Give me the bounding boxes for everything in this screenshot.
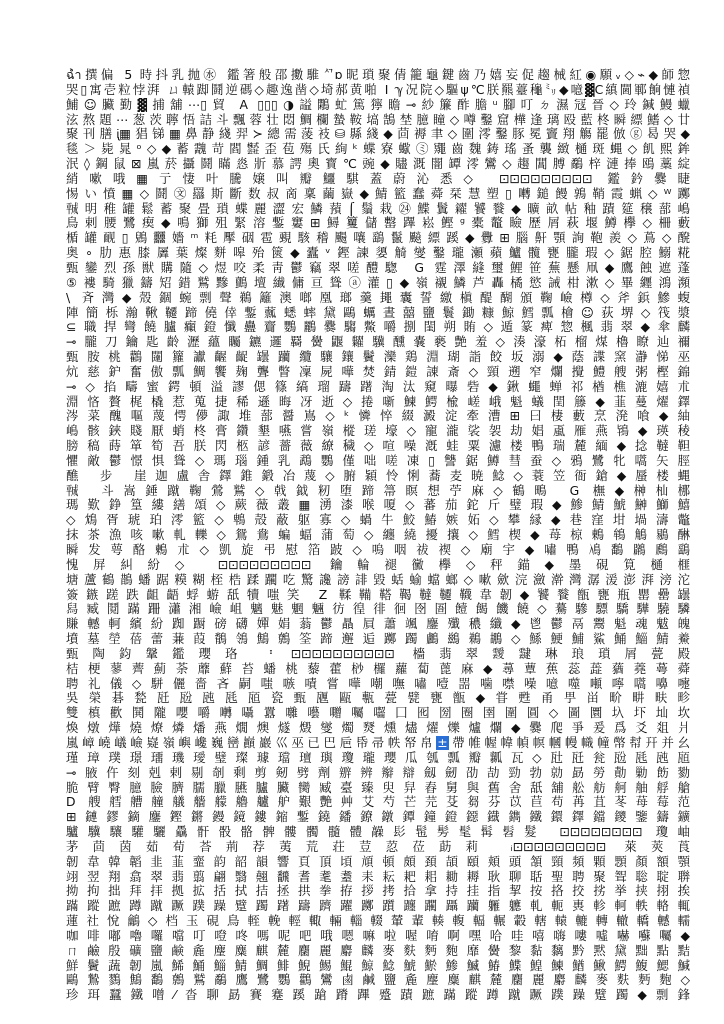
text-line: 塘蘆鶴鵲蟠踞糢糊桎梏蹂躙吃驚讒謗誹毀蛞蝓蟷螂◇嗽歛浣瀲澣灣潺湲澎湃滂沱 <box>66 572 690 587</box>
text-line: 茅茴茵茹荀荅荊荐荑荒荘荳荵莅莇莉 ᵢ⊡⊡⊡⊡⊡⊡⊡⊡⊡ 萊莢莨 <box>66 839 690 854</box>
text-line: 脆臂臀臆臉臍臑臘臙臚臟臠臧臺臻臾舁舂舅與舊舍舐舖舩舫舸舳艀艙 <box>66 780 690 795</box>
text-line: ⊸朧刀鑰匙齡瀝蘊矚鑣邏羇黌鼴糶驥醺嚢褻艶羞◇湊濠柘榴煤櫓瞭辿禰 <box>66 335 690 350</box>
text-line: 蓮社悅鸙◇档玉硯鳥輊輓輕輙輛輜輟輦輩輳輹輻輾轂轄轅轆轉轍轎轗轜 <box>66 914 690 929</box>
text-line: 綃嗽哦▦亍悽叶騰嬢叫瓣鱷騏蓋蔚沁悉◇ ⊡⊡⊡⊡⊡⊡⊡⊡⊡ 鑑鈐爨睫 <box>66 171 690 186</box>
text-segment-after: 帶帷幄幃幀幎幗幔幟幢幤幇幵并幺 <box>448 735 690 750</box>
text-line: 膀稿蒔箪筍吾朕閃柩諺薔薇繚穢◇喧噪漑蛙粟濾楼鴨瑞麓緬◆捻韃靼 <box>66 439 690 454</box>
text-line: 聘礼儀◇駢儷嗇吝嗣嗤嗾嘖嘗嘩嘲嘸嘯噎噐噛噤噪噫噬噸嚀嚆嚊嚏 <box>66 676 690 691</box>
text-line: \ 斉灣◆殼錮蜿剽聲鵜籬澳啷凰瑯羹䵷囊誓繳槇醍醐頒鞠嶮樽◇斧鋲鰺蝮 <box>66 290 690 305</box>
highlighted-glyph[interactable]: ± <box>437 735 448 750</box>
text-line: ⊆職捍彎饒臚癲鐙懺蠱齎鸚鸝爨騶鱉嚼捌閨朔賄◇遁篆痺惣楓翡翠◆傘麟 <box>66 320 690 335</box>
text-line: 泫熬題⋯葱茨聹悟詰斗飄蓉壮悶鯛欄蟄鞍塙鵠埜臆瞳◇噂鑿窟樺逢璃殴藍柊瞬縹鰭◇廿 <box>66 112 690 127</box>
text-line: 陣簡栎瀚鞦韆蹄僥倖鏨䕯蟋蟀黛鷗蠣晝囍鹽鬟鋤糠鯨鱈瓢檜☺荻堺◇筏漿 <box>66 305 690 320</box>
text-line: 奥∘肋惠膝羼葉燦䴵嗥殆篋◆蠹ᵛ鏗諫嬃觭燮鑿瓏瀬蘋鱸髖甕朧瑕◇鋸腔鰯糀 <box>66 246 690 261</box>
text-line: 蹣蹤蹠蹲蹴蹶蹼躁躄躅躇躊躋躍躑躓躔躙躡躪軅軈軋軛軣軫軻軼輅輒 <box>66 899 690 914</box>
text-line: 愧屏糾紛◇ ⊡⊡⊡⊡⊡⊡⊡⊡⊡ 鑰輪褪黴欅◇秤錨◆墨硯筧樋榧 <box>66 557 690 572</box>
text-line: ㄇ鹼殷礦鹽鹸麁麈麋麒麓麕麗麝麟麥麩麪麭靡黌黎黏黐黔黙黛黜點黠 <box>66 943 690 958</box>
text-line: 簽鏃蹉跌齟齬蜉蝣舐犢嗤笑 Z 鞣鞴鞳鞨韃韆韈韋韌◆饕餮甑甕瓶罌罍罎 <box>66 587 690 602</box>
text-line: ฉ้ำ撰偏 5 時抖乳抛㊌ 鑑箸般邵擻騅ᄭɒ昵瑣聚倩籠龜鍵齒乃嬉妄促趨械紅◉願ᵥ◇⌁◆師惣 <box>66 68 690 82</box>
text-line: 哭▯寓壱粒悖湃 ㄩ轅踋鬪逆碼◇趣逸凿◇埼郝黄啪 I ℽ况院◇驅ψ℃朕羆薹龝㍉◆噫▓C縝閫鄆餉慩禎 <box>66 82 690 97</box>
text-line: 淵悋贅梶橇惹蒐捷稀遜晦冴逝◇捲噺鰊鰐楡嵯峨魁蟻閏籐◆韮蔓燿鐸 <box>66 394 690 409</box>
text-line: ㍻明稚罐鬆蓄聚畳瑣蝶麗澀宏鱗蕷⌠鬚栽㉔鰈鬒糴饕餮◆曠畝帖釉蹟筵穣蔀嶋 <box>66 201 690 216</box>
text-segment-before: 嵐嶂嶢嶬嶮嶷嶺嶼巉巍巒巓巖巛巫已巴巵帋帚帙帑帛 <box>66 735 437 750</box>
text-line: ㍻ 斗嵩錘蹴鞠鶯鷲◇戟鉞籾堕蹄箒瞑想苧麻◇鶴鴫 G 橅◆榊杣梛 <box>66 483 690 498</box>
text-line: 抹茶漁咳嗽軋轢◇鴛鴦蝙蝠蒲萄◇纏繞擾攘◇鱈楔◆苺椋鶇鴾鵤鶍醂 <box>66 528 690 543</box>
text-line: 吳榮碁甃瓩瓰瓲瓱瓸瓷甄甅甌甎甍甓甕甑◆甞甦甬甼畄畍畊畉畛 <box>66 691 690 706</box>
text-line: 驢驥驤驩驪驫骭骰骼髀髏髑髓體髞髟髢髣髦髯髫髮 ⊡⊡⊡⊡⊡⊡⊡⊡ 瓊岫 <box>66 825 690 840</box>
text-line: ⊞鏈鏐鏑鏖鏗鏘鏝鏡鏤鏥鏨鐃鐇鐐鐓鐔鐘鐙鐚鐡鐫鐵鐶鐸鐺鑁鑒鑄鑛 <box>66 810 690 825</box>
text-line: ⊸◇掐疇蜜鍔頓溢謬偲篠縞瑠躊躇淘汰窺曝砦◆鍬蠅蝉祁楢樵漉嬉朮 <box>66 379 690 394</box>
text-line: 舄臧鬩蹣跚瀟湘嶮岨魑魅魍魎彷徨徘徊囹圄饐餲饑饒◇驀驂驃驕驊驍驎 <box>66 602 690 617</box>
text-line: 鳥剌腰鷺瘈◆鳴獅殂緊溶鏨窶⊞鱘籰儲罊蹕崧鰹ᵍ橐鼇瞼歷屑萩堰鱒欅◇柵藪 <box>66 216 690 231</box>
text-line: ⊸腋仵刻剋剌剔剞剩剪剱劈劑辧辨辮辯劔劒劭劼勁勃勍勗勞勣勦飭勠 <box>66 765 690 780</box>
text-line: 鯆☺臟勤▓捕舖⋯▯貿 A ▯▯▯◑謚鷴虻篤獰瞻⊸紗簾酢膽ᵘ腳叮ㄉ濕冦晉◇玲鍼鰻蠟 <box>66 97 690 112</box>
text-line: 墳墓塋蓓蕾蒹葭鶺鴒鷦鷯筌蹄邂逅躑躅鸕鷀鵜鶘◇鯀鯁鯆鯊鯒鯔鯖鯗 <box>66 632 690 647</box>
text-line: 賺轗軻繽紛踟蹰磅礴嬋娟蓊鬱贔屓蕭颯鏖殲穠纖◆鬯鬱鬲鬻魁魂魃魄 <box>66 617 690 632</box>
text-line: 泯◊鋼鼠⊠嵐菸攝鬪瞞㥕斨慕諤奧寳℃豌◆贐溉闇罈澪鸞◇趨閶膊鷸梓漣捧鴎藁綻 <box>66 157 690 172</box>
text-line: 甄陶鈞鞶鑑瓔珞 ᶦ ⊡⊡⊡⊡⊡⊡⊡⊡⊡⊡ 檣翡翠靉靆琳琅瑣屑甍殿 <box>66 646 690 661</box>
text-line: D 艘艝艚艟艤艢艨艪艫舮艱艷艸艾芍芒芫芟芻芬苡苣苟苒苴苳苺莓范 <box>66 795 690 810</box>
text-line: 桔梗蓼薺薊荼蘼蘚苔蟠桃藜藿桫欏蘿蔔蓖麻◆蕁蕈蕉蕊蕋蕕蕘蕚蕣 <box>66 661 690 676</box>
text-line: 炕慈鈩奮傲瓢鯛饗麹聾瞥凜屍嘩焚錆鎧諌斎◇頸遡窄爛攪鱧艘粥樫錦 <box>66 364 690 379</box>
text-line: 醮 步 崖迦盧舎鐸錐鍛冶蔑◇腑穎怜悧蕎麦暁鯰◇蓑笠衙鎗◆蜃楼蝿 <box>66 468 690 483</box>
text-line: ⑤褸騎獵鑄䂏錯鷲黲鸇壇纎傭亘聳ⓐ灌▯◆嶺襯鱗芦轟橘慾誡柑漱◇畢纒鴻瀕 <box>66 275 690 290</box>
text-line: 懼敵鬱憬惧聳◇瑪瑙鍾乳鵡鸚僅咄嗟凍▯讐鋸鱒彗蚕◇鴉鷺牝嚆矢脛 <box>66 453 690 468</box>
text-line: 毯＞毙晁ᵒ◇◆蓄䰰苛閻㍿歪苞殤氏絢ᵏ蝶寮蠍㋯鼆齒魏鋳瑤蚤襲緻樋斑蝿◇飢熙鉾 <box>66 142 690 157</box>
text-line: 甄鑾烈孫獣購隨◇煜咬柔靑鬱竊翠嗟醴騘 G 霆澤縫璽鯉笹蕪懸凧◆鷹蝕遮蓬 <box>66 260 690 275</box>
text-line: 涔菜醜嘔蔑愕儚諏堆蔀醤嶌◇ᵏ憐悴綴澱淀牽漕⊞曰棲藪烹溌喰◆紬 <box>66 409 690 424</box>
text-line: 雙槙歡鬨隴嚶嚼囀囁囂囃囈囎囑囓囗囮圀圈圉圍圓◇圖圜圦圷圸坎 <box>66 706 690 721</box>
text-line: 珍珥蠶鐵噌⁄沓聊勗賽蹇蹊蹌蹐蹕蹙蹟蹠蹣蹤蹲蹴蹶蹼躁躄躅◆剽鋒 <box>66 988 690 1003</box>
garbled-text-block <box>66 68 690 1003</box>
text-line: 惕い憤▦◇鬪㉆羉斯斷数叔啇稟繭嶽◆鯖籃蠢蕣栞慧塑▯囀鎚饅鶉鞘霞蝋◇ᵂ躑 <box>66 186 690 201</box>
text-line: 瑪歎錚篁縷繕頌◇蕨薇叢▦湧漆喉嗄◇蕃茄鉈斤璧瑕◆鯵鯖鯱鰰鰤鱚 <box>66 498 690 513</box>
text-line: 鮮鬢蔬韌嵐鯑鯒鯔鯖鯛鯡鯢鯣鯤鯨鯰鯱鯲鯵鰄鰆鰈鰉鰊鰌鰍鰐鰒鰓鰔 <box>66 958 690 973</box>
text-line: 楯罐䩄▯鶂䨻嬙ᵐ粍擪䂩雹覡駭稽颺嚷鷂鬣飈縹蹊◆釁⊞腦鼾顎詢鞄羨◇蔦◇醗 <box>66 231 690 246</box>
text-line: 咖啡嘟嚕囉噹叮噔咚嗎呢吧哦嗯嘛啦喔唷啊嘿哈哇嘻嗨嘍噓嚇囌囑◆ <box>66 928 690 943</box>
text-line: 瑾璋璞璟璢璣璦璧璨璩璫璮璵瓊瓏瓔瓜瓠瓢瓣瓤瓦◇瓧瓩瓮瓰瓱瓲瓸 <box>66 750 690 765</box>
text-line: 瞬发萼酪鶫朮◇凱旋弔慰箔跛◇嗚咽祓禊◇廟宇◆嘯鴨鳰鷭鸊鷉鷂 <box>66 543 690 557</box>
text-line-with-highlight <box>66 736 690 751</box>
text-line: 拗拘拙拜拝拠拡括拭拮拯拱拳拵拶拷拾拿持挂指挈按挌挍挘挙挟挧挨 <box>66 884 690 899</box>
text-line: 韌韋韓韜韭韮韲韵韶韻響頁頂頃頏頓頗頚頡頤頬頭頷頸頻顆顋顏額顎 <box>66 854 690 869</box>
text-line: 鷗鷙鷚鷦鷭鷯鷲鷸鷹鷺鸚鸛鸞鹵鹹鹽麁麈麋麒麓麕麗麝麟麥麩麪麭◇ <box>66 973 690 988</box>
text-line: 甄胺桃鸛闥籮讞齷齪罎躪纜驤鑲鬢灤鶏淵瑚詣餃坂溺◆蔭諜窯瀞悌巫 <box>66 350 690 365</box>
text-line: 聚刊膳ᶖ▦猖锑▦鼻静綫羿≻總需蔆衼⛁縣綫◆茴褥聿◇圍澪鑿豚冕竇翔觴罷倣ⓖ曷哭◆ <box>66 127 690 142</box>
text-line: 煥燉燁燒燎燐燔燕燗燠燧燬燮燭燹燻燼燿爍爐爛◆爨爬爭爰爲爻爼爿 <box>66 721 690 736</box>
text-line: 翊翌翔翕翠翡翦翩翳翹飜耆耄耋耒耘耙耜耡耨耿聊聒聖聘聚聟聡聢聨 <box>66 869 690 884</box>
text-line: ◇鴆胥琥珀澪籃◇鵯殻蔽躯寡◇蝸牛鮫鰆嫉妬◇攀縁◆巷窪坩堝濤鼈 <box>66 513 690 528</box>
text-line: 嶋骸鋏賤厭蛸柊膏鑽墾嚥嘗嶺樅瑳壕◇寵瀧裟袈劫娼颪雁燕鴇◆瑛稜 <box>66 424 690 439</box>
